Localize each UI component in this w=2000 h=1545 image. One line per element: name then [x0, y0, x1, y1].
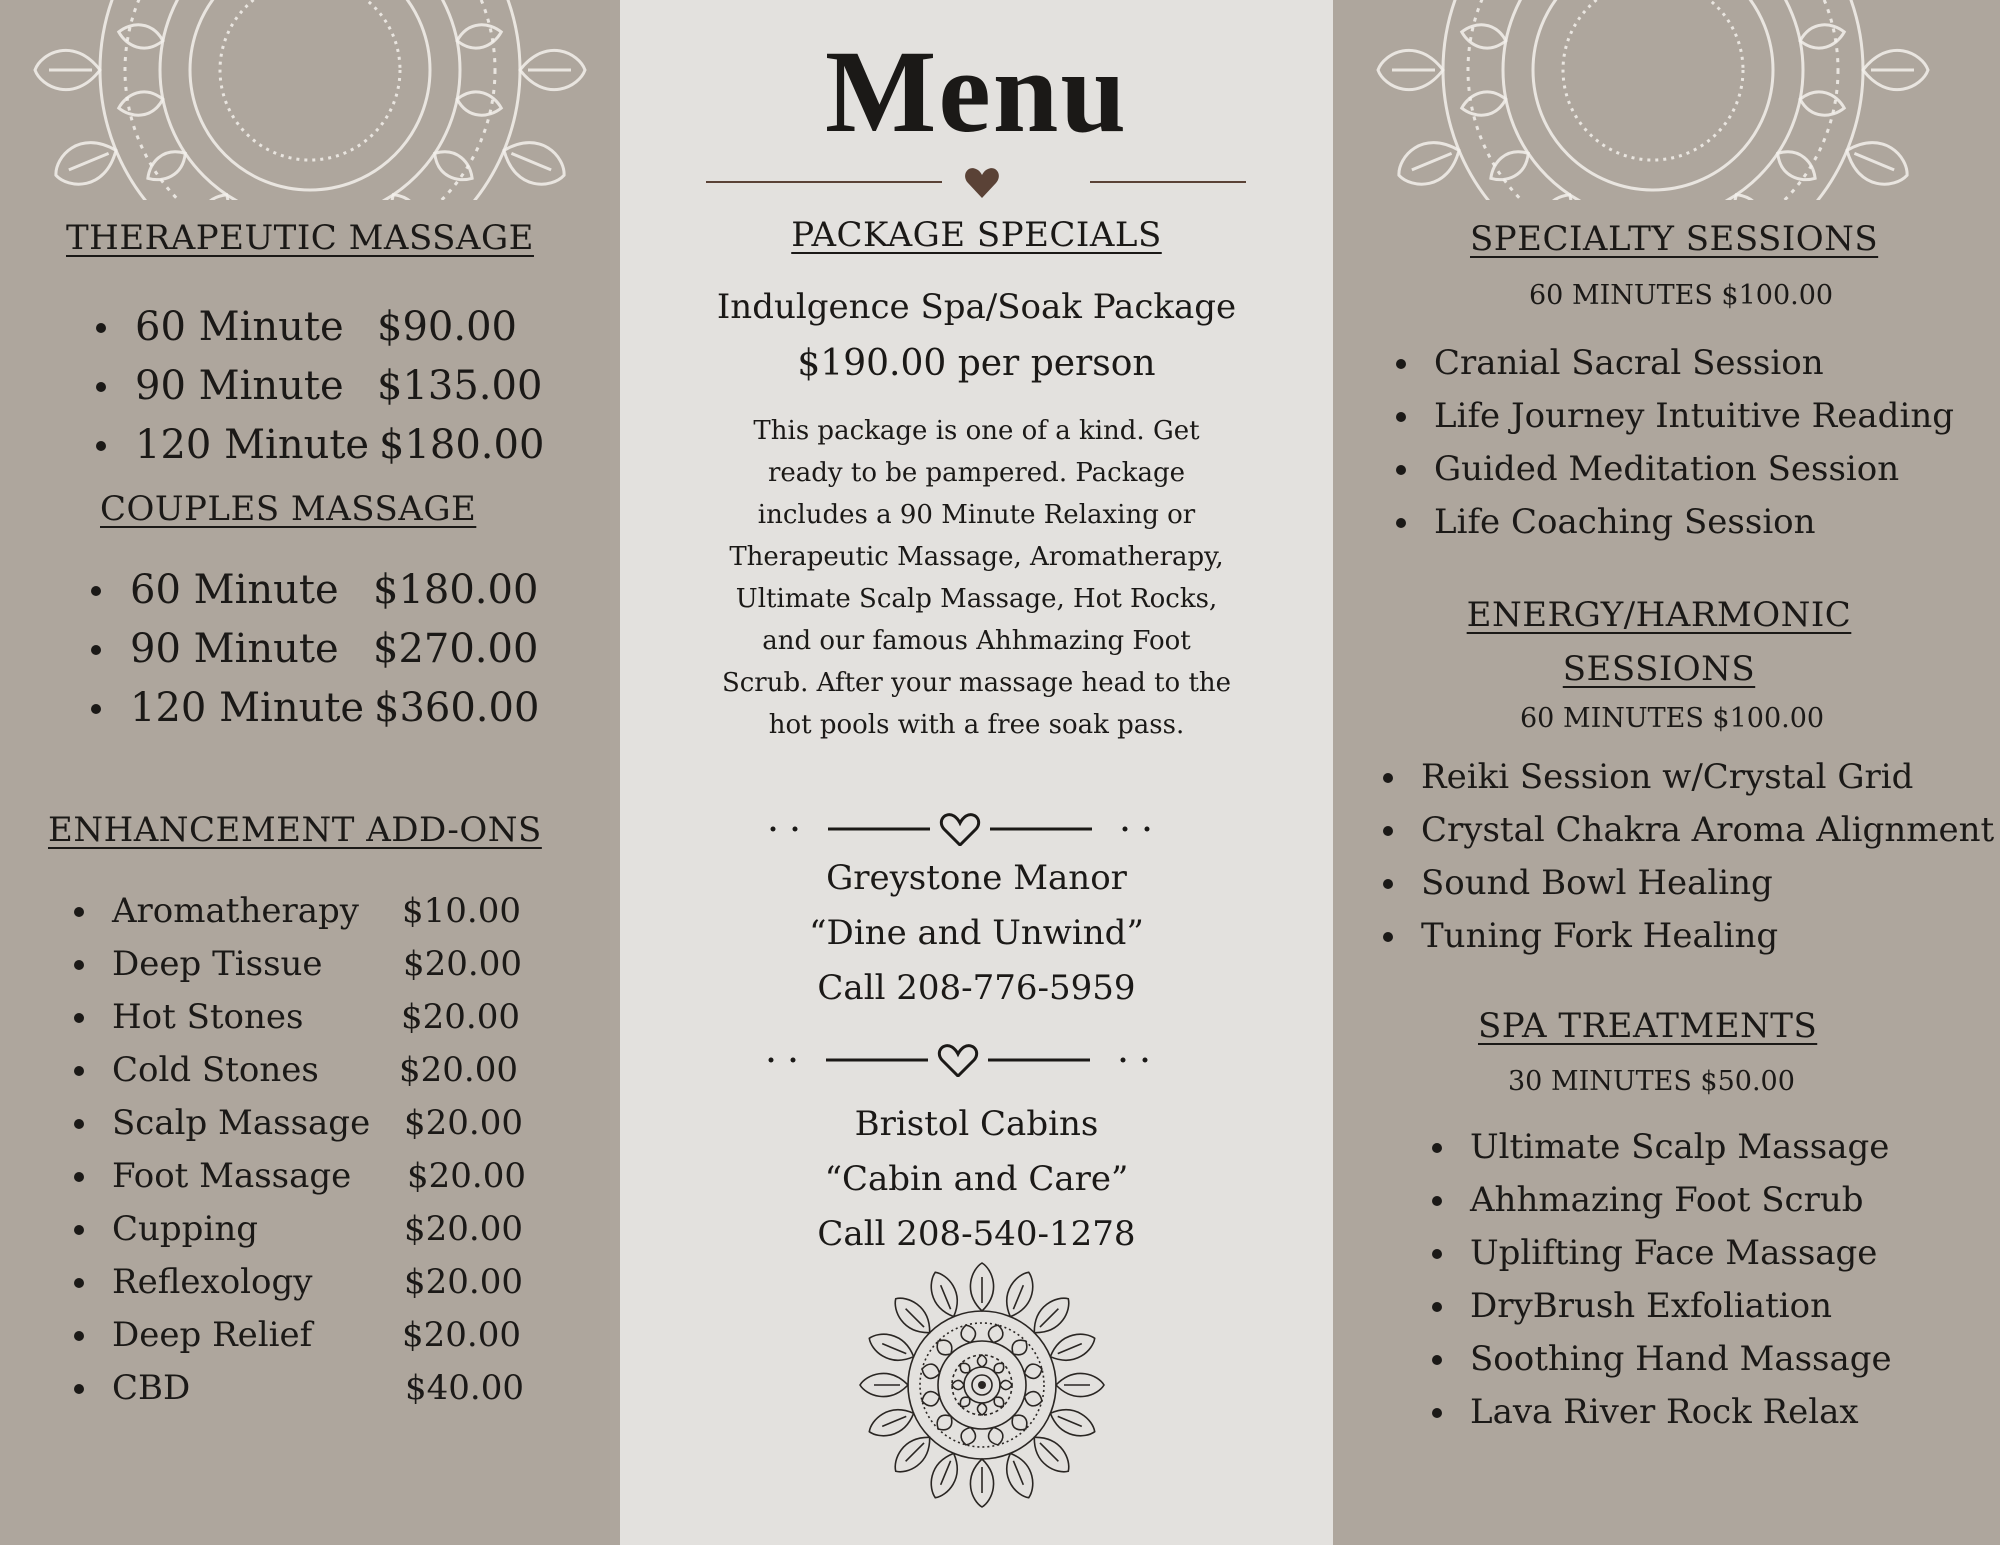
mandala-ornament-icon [30, 0, 590, 200]
price-item-label: Hot Stones [112, 997, 304, 1037]
price-item-price: $180.00 [373, 567, 539, 613]
list-item: DryBrush Exfoliation [1432, 1280, 1892, 1333]
price-item-price: $270.00 [373, 626, 539, 672]
partner-name: Bristol Cabins [854, 1104, 1099, 1144]
center-panel [620, 0, 1333, 1545]
specialty-list [1396, 337, 1954, 549]
description-line: Ultimate Scalp Massage, Hot Rocks, [735, 584, 1218, 614]
spa-treatments-heading: SPA TREATMENTS [1478, 1006, 1818, 1046]
price-item-label: Foot Massage [112, 1156, 352, 1196]
price-item-price: $20.00 [402, 1315, 521, 1355]
price-item-label: Cold Stones [112, 1050, 319, 1090]
list-item: Reiki Session w/Crystal Grid [1383, 751, 1994, 804]
package-price: $190.00 per person [797, 343, 1156, 384]
mandala-ornament-icon [1373, 0, 1933, 200]
price-item-price: $10.00 [402, 891, 521, 931]
partner-tagline: “Cabin and Care” [824, 1159, 1129, 1199]
price-item-price: $90.00 [377, 304, 517, 350]
partner-phone: Call 208-540-1278 [817, 1214, 1136, 1254]
price-item-price: $135.00 [377, 363, 543, 409]
price-item-price: $20.00 [404, 1209, 523, 1249]
partner-name: Greystone Manor [826, 858, 1127, 898]
heart-outline-icon [939, 1046, 976, 1076]
couples-massage-heading: COUPLES MASSAGE [100, 489, 477, 529]
price-item-price: $20.00 [401, 997, 520, 1037]
price-item-label: Aromatherapy [112, 891, 359, 931]
description-line: Scrub. After your massage head to the [721, 668, 1232, 698]
price-item [74, 938, 534, 991]
left-panel [0, 0, 620, 1545]
price-item [74, 885, 534, 938]
therapeutic-price-list [96, 298, 545, 475]
price-item [96, 298, 536, 357]
price-item-label: Deep Relief [112, 1315, 313, 1355]
price-item-label: 120 Minute [135, 422, 370, 468]
list-item: Life Journey Intuitive Reading [1396, 390, 1954, 443]
heading-line: ENERGY/HARMONIC [1466, 595, 1852, 635]
price-item-price: $20.00 [399, 1050, 518, 1090]
list-item: Cranial Sacral Session [1396, 337, 1954, 390]
enhancement-addons-heading: ENHANCEMENT ADD-ONS [48, 810, 542, 850]
description-line: ready to be pampered. Package [767, 458, 1186, 488]
package-name: Indulgence Spa/Soak Package [716, 287, 1237, 327]
heart-outline-divider [766, 1043, 1166, 1077]
price-item-label: 90 Minute [130, 626, 339, 672]
price-item-price: $20.00 [407, 1156, 526, 1196]
heart-icon [965, 168, 999, 198]
package-description [620, 410, 1333, 746]
price-item-price: $20.00 [403, 944, 522, 984]
description-line: Therapeutic Massage, Aromatherapy, [729, 542, 1224, 572]
price-item [74, 1309, 534, 1362]
heart-divider [706, 160, 1246, 200]
heart-outline-divider [768, 812, 1168, 846]
price-item [74, 1362, 534, 1415]
right-panel [1333, 0, 2000, 1545]
list-item: Lava River Rock Relax [1432, 1386, 1892, 1439]
specialty-sessions-heading: SPECIALTY SESSIONS [1470, 219, 1879, 259]
heading-line: SESSIONS [1562, 649, 1756, 689]
list-item: Sound Bowl Healing [1383, 857, 1994, 910]
energy-price: 60 MINUTES $100.00 [1520, 703, 1825, 734]
price-item [96, 357, 543, 416]
partner-phone: Call 208-776-5959 [817, 968, 1136, 1008]
price-item-label: 60 Minute [130, 567, 339, 613]
price-item [74, 1203, 534, 1256]
price-item-price: $180.00 [379, 422, 545, 468]
price-item-label: Deep Tissue [112, 944, 323, 984]
list-item: Guided Meditation Session [1396, 443, 1954, 496]
price-item [91, 561, 539, 620]
heart-outline-icon [941, 815, 978, 845]
spa-price: 30 MINUTES $50.00 [1508, 1066, 1795, 1097]
price-item [91, 679, 540, 738]
price-item [74, 991, 534, 1044]
list-item: Ultimate Scalp Massage [1432, 1121, 1892, 1174]
mandala-icon [852, 1255, 1112, 1515]
list-item: Crystal Chakra Aroma Alignment [1383, 804, 1994, 857]
list-item: Uplifting Face Massage [1432, 1227, 1892, 1280]
package-specials-heading: PACKAGE SPECIALS [791, 215, 1162, 255]
price-item [96, 416, 545, 475]
price-item [74, 1044, 534, 1097]
description-line: includes a 90 Minute Relaxing or [757, 500, 1196, 530]
couples-price-list [91, 561, 540, 738]
list-item: Life Coaching Session [1396, 496, 1954, 549]
partner-tagline: “Dine and Unwind” [809, 913, 1144, 953]
price-item-price: $20.00 [404, 1103, 523, 1143]
description-line: This package is one of a kind. Get [753, 416, 1200, 446]
specialty-price: 60 MINUTES $100.00 [1529, 280, 1834, 311]
price-item-price: $40.00 [405, 1368, 524, 1408]
price-item [91, 620, 539, 679]
price-item-label: Cupping [112, 1209, 258, 1249]
price-item [74, 1097, 534, 1150]
description-line: hot pools with a free soak pass. [768, 710, 1185, 740]
description-line: and our famous Ahhmazing Foot [762, 626, 1191, 656]
therapeutic-massage-heading: THERAPEUTIC MASSAGE [66, 218, 534, 258]
list-item: Tuning Fork Healing [1383, 910, 1994, 963]
energy-harmonic-heading [1450, 588, 1868, 696]
menu-title: Menu [825, 26, 1128, 157]
list-item: Ahhmazing Foot Scrub [1432, 1174, 1892, 1227]
price-item-label: Reflexology [112, 1262, 313, 1302]
list-item: Soothing Hand Massage [1432, 1333, 1892, 1386]
price-item [74, 1256, 534, 1309]
price-item-price: $360.00 [374, 685, 540, 731]
price-item-label: 90 Minute [135, 363, 344, 409]
price-item-label: 120 Minute [130, 685, 365, 731]
price-item-label: 60 Minute [135, 304, 344, 350]
price-item-price: $20.00 [404, 1262, 523, 1302]
addons-price-list [74, 885, 534, 1415]
price-item-label: CBD [112, 1368, 191, 1408]
energy-list [1383, 751, 1994, 963]
price-item [74, 1150, 534, 1203]
price-item-label: Scalp Massage [112, 1103, 371, 1143]
spa-list [1432, 1121, 1892, 1439]
